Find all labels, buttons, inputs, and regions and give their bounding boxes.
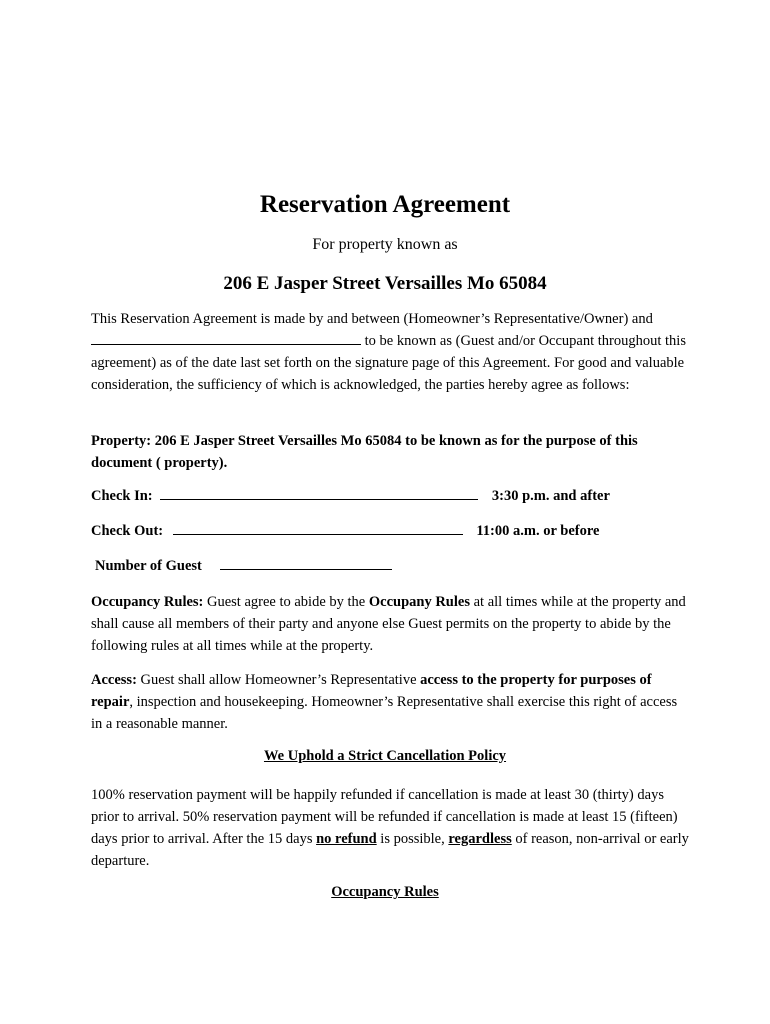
guests-line (95, 558, 392, 575)
check-in-time: 3:30 p.m. and after (491, 488, 610, 504)
regardless-emphasis: regardless (448, 831, 512, 847)
check-out-date-blank[interactable] (173, 533, 463, 535)
check-in-line (91, 488, 610, 505)
guest-name-blank[interactable] (91, 343, 361, 345)
occupancy-paragraph (91, 591, 691, 657)
check-in-label: Check In: (91, 488, 153, 504)
occupancy-text-1: Guest agree to abide by the (207, 594, 366, 610)
intro-text-2: to be known as (Guest and/or Occupant throughout this agreement) as of the date last set forth on the signature page of this Agreement. For good and valuable consideration, the sufficiency of which is acknowledged, the parties hereby agree as follows: (91, 333, 686, 393)
access-emphasis: access to the property for purposes of repair (91, 672, 652, 710)
cancellation-heading: We Uphold a Strict Cancellation Policy (263, 748, 507, 764)
cancellation-text-3: of reason, non-arrival or early departure. (91, 831, 689, 869)
document-title: Reservation Agreement (259, 191, 511, 218)
check-in-date-blank[interactable] (160, 498, 478, 500)
check-out-time: 11:00 a.m. or before (476, 523, 600, 539)
property-paragraph: Property: 206 E Jasper Street Versailles Mo 65084 to be known as for the purpose of this document ( property). (91, 433, 638, 471)
occupancy-label: Occupancy Rules: (91, 594, 204, 610)
access-text-1: Guest shall allow Homeowner’s Representative (140, 672, 417, 688)
access-paragraph (91, 669, 691, 735)
guests-label: Number of Guest (95, 558, 202, 574)
intro-text-1: This Reservation Agreement is made by and between (Homeowner’s Representative/Owner) and (91, 311, 653, 327)
document-subtitle: For property known as (312, 236, 458, 253)
intro-paragraph (91, 308, 691, 396)
cancellation-text-2: is possible, (380, 831, 445, 847)
cancellation-paragraph (91, 784, 691, 872)
guests-count-blank[interactable] (220, 568, 392, 570)
access-label: Access: (91, 672, 137, 688)
access-text-2: , inspection and housekeeping. Homeowner’s Representative shall exercise this right of access in a reasonable manner. (91, 694, 678, 732)
property-address: 206 E Jasper Street Versailles Mo 65084 (223, 273, 547, 294)
occupancy-rules-heading: Occupancy Rules (331, 884, 439, 900)
occupancy-rules-emphasis: Occupany Rules (368, 594, 470, 610)
cancellation-text-1: 100% reservation payment will be happily refunded if cancellation is made at least 30 (thirty) days prior to arrival. 50% reservation payment will be refunded if cancellation is made at least 15 (fifteen) days prior to arrival. After the 15 days (91, 787, 678, 847)
occupancy-text-2: at all times while at the property and shall cause all members of their party and anyone else Guest permits on the property to abide by the following rules at all times while at the property. (91, 594, 686, 654)
check-out-line (91, 523, 599, 540)
no-refund-emphasis: no refund (316, 831, 377, 847)
check-out-label: Check Out: (91, 523, 164, 539)
